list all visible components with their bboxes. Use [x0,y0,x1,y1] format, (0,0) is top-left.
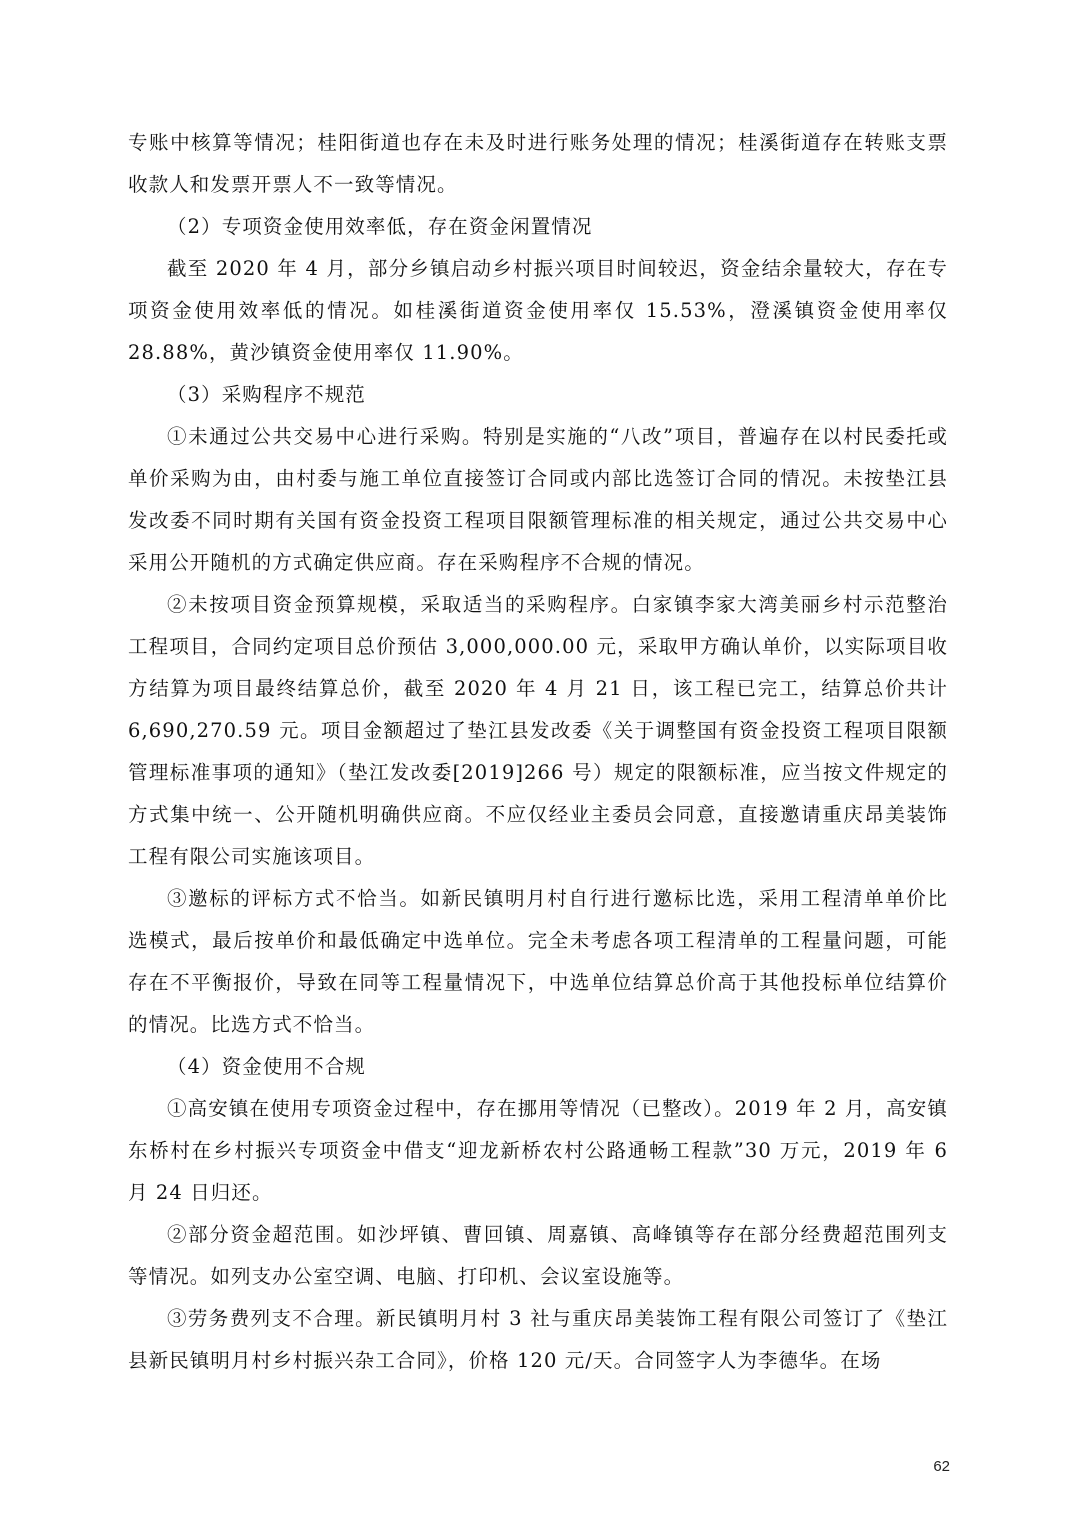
subheading-noncompliance: （4）资金使用不合规 [167,1055,366,1078]
page-number: 62 [933,1458,950,1475]
paragraph-continuation: 专账中核算等情况；桂阳街道也存在未及时进行账务处理的情况；桂溪街道存在转账支票收款人和发票开票人不一致等情况。 [128,131,948,196]
subheading-procurement: （3）采购程序不规范 [167,383,366,406]
body-text [128,122,948,1382]
paragraph-noncompliance-2: ②部分资金超范围。如沙坪镇、曹回镇、周嘉镇、高峰镇等存在部分经费超范围列支等情况。如列支办公室空调、电脑、打印机、会议室设施等。 [128,1223,948,1288]
paragraph-noncompliance-1: ①高安镇在使用专项资金过程中，存在挪用等情况（已整改）。2019 年 2 月，高安镇东桥村在乡村振兴专项资金中借支“迎龙新桥农村公路通畅工程款”30 万元，2019 年 6 月 24 日归还。 [128,1097,948,1204]
paragraph-procurement-1: ①未通过公共交易中心进行采购。特别是实施的“八改”项目，普遍存在以村民委托或单价采购为由，由村委与施工单位直接签订合同或内部比选签订合同的情况。未按垫江县发改委不同时期有关国有资金投资工程项目限额管理标准的相关规定，通过公共交易中心采用公开随机的方式确定供应商。存在采购程序不合规的情况。 [128,425,948,574]
paragraph-procurement-3: ③邀标的评标方式不恰当。如新民镇明月村自行进行邀标比选，采用工程清单单价比选模式，最后按单价和最低确定中选单位。完全未考虑各项工程清单的工程量问题，可能存在不平衡报价，导致在同等工程量情况下，中选单位结算总价高于其他投标单位结算价的情况。比选方式不恰当。 [128,887,948,1036]
subheading-idle-funds: （2）专项资金使用效率低，存在资金闲置情况 [167,215,593,238]
paragraph-procurement-2: ②未按项目资金预算规模，采取适当的采购程序。白家镇李家大湾美丽乡村示范整治工程项目，合同约定项目总价预估 3,000,000.00 元，采取甲方确认单价，以实际项目收方结算为项目最终结算总价，截至 2020 年 4 月 21 日，该工程已完工，结算总价共计 6,690,270.59 元。项目金额超过了垫江县发改委《关于调整国有资金投资工程项目限额管理标准事项的通知》（垫江发改委[2019]266 号）规定的限额标准，应当按文件规定的方式集中统一、公开随机明确供应商。不应仅经业主委员会同意，直接邀请重庆昂美装饰工程有限公司实施该项目。 [128,593,948,868]
paragraph-noncompliance-3: ③劳务费列支不合理。新民镇明月村 3 社与重庆昂美装饰工程有限公司签订了《垫江县新民镇明月村乡村振兴杂工合同》，价格 120 元/天。合同签字人为李德华。在场 [128,1307,948,1372]
paragraph-usage-rate: 截至 2020 年 4 月，部分乡镇启动乡村振兴项目时间较迟，资金结余量较大，存在专项资金使用效率低的情况。如桂溪街道资金使用率仅 15.53%，澄溪镇资金使用率仅 28.88%，黄沙镇资金使用率仅 11.90%。 [128,257,948,364]
